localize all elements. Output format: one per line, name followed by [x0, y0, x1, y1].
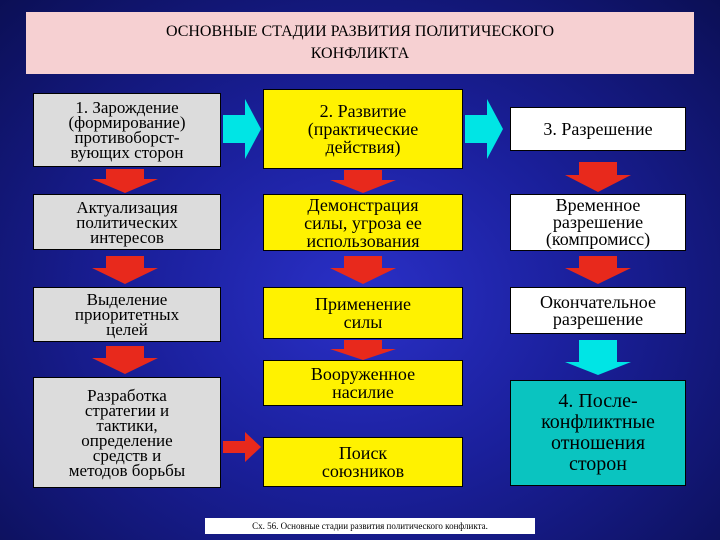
arrow-down-c2-2 [330, 256, 396, 284]
stage-3-step-1-text: Временное разрешение (компромисс) [545, 195, 651, 249]
figure-caption: Сх. 56. Основные стадии развития политического конфликта. [205, 518, 535, 534]
arrow-down-icon [565, 256, 631, 284]
arrow-down-icon [92, 169, 158, 193]
stage-4-header-box [510, 380, 686, 486]
arrow-right-icon [465, 99, 503, 159]
arrow-down-c2-1 [330, 170, 396, 193]
arrow-right-icon [223, 99, 261, 159]
stage-2-header-box [263, 89, 463, 169]
arrow-right-icon [223, 432, 261, 462]
stage-2-step-3-text: Вооруженное насилие [310, 364, 416, 402]
title-line-1: ОСНОВНЫЕ СТАДИИ РАЗВИТИЯ ПОЛИТИЧЕСКОГО [165, 23, 555, 40]
stage-1-header-box [33, 93, 221, 167]
stage-3-header-text: 3. Разрешение [543, 118, 653, 139]
stage-2-step-3-box [263, 360, 463, 406]
stage-1-step-3-text: Разработка стратегии и тактики, определение средств и методов борьбы [68, 385, 186, 480]
arrow-down-icon [565, 340, 631, 375]
stage-3-step-2-box [510, 287, 686, 334]
stage-1-step-2-text: Выделение приоритетных целей [74, 290, 180, 339]
stage-4-header-text: 4. После- конфликтные отношения сторон [541, 390, 655, 475]
stage-1-step-3-box [33, 377, 221, 488]
arrow-down-c3-1 [565, 162, 631, 192]
stage-2-step-1-box [263, 194, 463, 251]
arrow-down-c1-1 [92, 169, 158, 193]
arrow-down-icon [92, 256, 158, 284]
stage-2-step-2-text: Применение силы [315, 294, 411, 332]
stage-3-header-box [510, 107, 686, 151]
stage-2-step-4-box [263, 437, 463, 487]
arrow-down-c3-3 [565, 340, 631, 375]
stage-1-step-1-text: Актуализация политических интересов [76, 197, 178, 247]
stage-3-step-1-box [510, 194, 686, 251]
diagram-title [26, 12, 694, 74]
arrow-down-c1-3 [92, 346, 158, 374]
arrow-down-icon [92, 346, 158, 374]
arrow-down-c2-3 [330, 340, 396, 360]
arrow-down-icon [565, 162, 631, 192]
arrow-strategy-to-allies [223, 432, 261, 462]
arrow-down-icon [330, 340, 396, 360]
arrow-stage1-to-stage2 [223, 99, 261, 159]
arrow-stage2-to-stage3 [465, 99, 503, 159]
stage-2-step-1-text: Демонстрация силы, угроза ее использования [304, 194, 422, 251]
stage-2-step-2-box [263, 287, 463, 339]
stage-3-step-2-text: Окончательное разрешение [540, 291, 656, 329]
stage-1-step-1-box [33, 194, 221, 250]
arrow-down-c3-2 [565, 256, 631, 284]
stage-1-step-2-box [33, 287, 221, 342]
stage-2-header-text: 2. Развитие (практические действия) [307, 101, 419, 157]
title-line-2: КОНФЛИКТА [310, 45, 410, 62]
arrow-down-icon [330, 170, 396, 193]
arrow-down-icon [330, 256, 396, 284]
arrow-down-c1-2 [92, 256, 158, 284]
stage-2-step-4-text: Поиск союзников [321, 443, 405, 481]
stage-1-header-text: 1. Зарождение (формирование) противоборст- вующих сторон [68, 98, 186, 162]
